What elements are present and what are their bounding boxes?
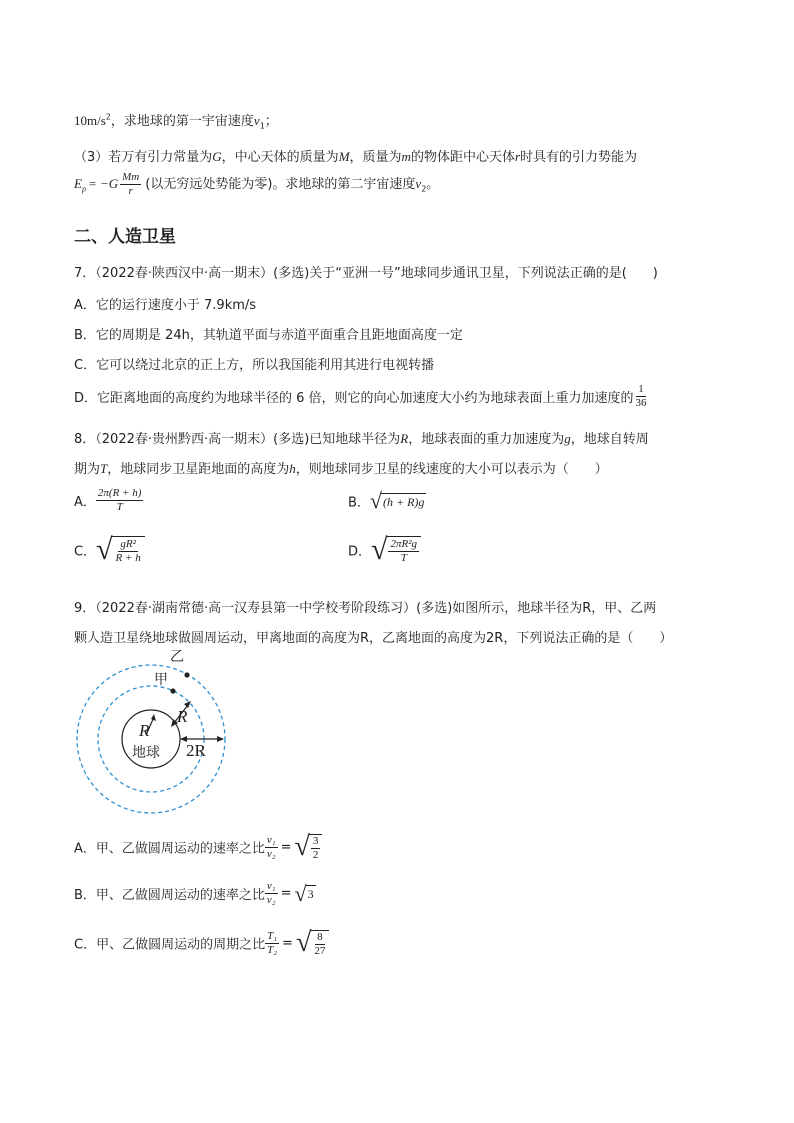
q9-option-a: A．甲、乙做圆周运动的速率之比 $\frac{\text{v₁}}{\text{v₂}}$ = √ $\frac{3}{2}$ <box>74 833 322 861</box>
q8-stem-line1: 8．（2022春·贵州黔西·高一期末）(多选)已知地球半径为R，地球表面的重力加速度为g，地球自转周 <box>74 431 649 447</box>
q7-stem: 7．（2022春·陕西汉中·高一期末）(多选)关于“亚洲一号”地球同步通讯卫星，下列说法正确的是( ) <box>74 266 658 281</box>
q7-option-d: D．它距离地面的高度约为地球半径的 6 倍，则它的向心加速度大小约为地球表面上重力加速度的 $\frac{1}{36}$ <box>74 383 647 409</box>
q8-b-sqrt: √ (h + R)g <box>369 488 425 513</box>
label-r-mid: R <box>177 707 188 726</box>
q9-option-c: C．甲、乙做圆周运动的周期之比 $\frac{\text{T₁}}{\text{T₂}}$ = √ $\frac{8}{27}$ <box>74 929 329 957</box>
q8-option-d: D． √ $\frac{\text{2πR²g}}{T}$ <box>348 535 421 565</box>
label-jia: 甲 <box>154 672 168 688</box>
potential-fraction: $\frac{Mm}{r}$ <box>122 171 140 197</box>
q9-stem-line2: 颗人造卫星绕地球做圆周运动，甲离地面的高度为R，乙离地面的高度为2R，下列说法正确的是（ ） <box>74 631 673 646</box>
q8-stem-line2: 期为T，地球同步卫星距地面的高度为h，则地球同步卫星的线速度的大小可以表示为（ ） <box>74 461 608 477</box>
label-2r: 2R <box>186 741 206 760</box>
section-title: 二、人造卫星 <box>74 227 176 247</box>
q8-c-sqrt: √ $\frac{\text{gR²}}{R + h}$ <box>96 535 145 565</box>
q9-stem-line1: 9．（2022春·湖南常德·高一汉寿县第一中学校考阶段练习）(多选)如图所示，地球半径为R，甲、乙两 <box>74 601 657 616</box>
q9-option-b: B．甲、乙做圆周运动的速率之比 $\frac{\text{v₁}}{\text{v₂}}$ = √ 3 <box>74 880 314 906</box>
q8-d-sqrt: √ $\frac{\text{2πR²g}}{T}$ <box>371 535 421 565</box>
q7-d-fraction: $\frac{1}{36}$ <box>635 383 647 409</box>
q7-option-a: A．它的运行速度小于 7.9km/s <box>74 298 257 313</box>
q8-option-a: A． $\frac{2\pi(R + h)}{T}$ <box>74 487 142 513</box>
label-yi: 乙 <box>170 649 184 665</box>
q7-option-b: B．它的周期是 24h，其轨道平面与赤道平面重合且距地面高度一定 <box>74 328 463 343</box>
q7-option-c: C．它可以绕过北京的正上方，所以我国能利用其进行电视转播 <box>74 358 435 373</box>
label-earth: 地球 <box>132 745 160 761</box>
prev-potential-formula: $E_p = -G$ $\frac{Mm}{r}$ (以无穷远处势能为零)。求地球的第二宇宙速度$v_2$。 <box>74 171 440 197</box>
q8-option-c: C． √ $\frac{\text{gR²}}{R + h}$ <box>74 535 145 565</box>
satellite-jia <box>170 688 175 693</box>
prev-part3: （3）若万有引力常量为G，中心天体的质量为M，质量为m的物体距中心天体r时具有的引力势能为 <box>74 149 638 165</box>
satellite-yi <box>184 672 189 677</box>
prev-line1: $10m/s^2$，求地球的第一宇宙速度$v_1$； <box>74 112 278 131</box>
q8-a-fraction: $\frac{2\pi(R + h)}{T}$ <box>97 487 142 513</box>
orbit-diagram <box>70 645 240 815</box>
radius-arrowhead <box>151 714 156 721</box>
q8-option-b: B． √ (h + R)g <box>348 488 425 513</box>
label-r-inner: R <box>139 721 150 740</box>
